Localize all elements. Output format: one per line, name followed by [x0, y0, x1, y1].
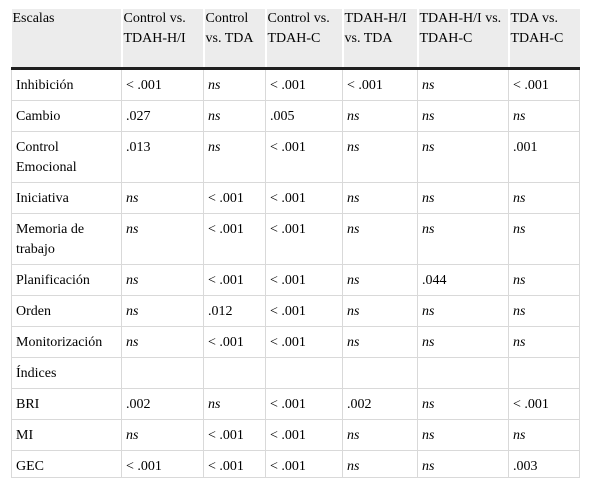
p-value-cell: ns	[343, 214, 418, 265]
p-value-cell: ns	[343, 327, 418, 358]
p-value-cell: ns	[343, 132, 418, 183]
p-value-cell: ns	[343, 183, 418, 214]
p-value-cell: .002	[122, 389, 204, 420]
p-value-cell: < .001	[122, 69, 204, 101]
table-header	[12, 9, 580, 69]
p-value-cell: < .001	[266, 69, 343, 101]
header-tdah-hi-vs-tdah-c: TDAH-H/I vs. TDAH-C	[418, 9, 509, 69]
row-label-cell: GEC	[12, 451, 122, 478]
header-tda-vs-tdah-c: TDA vs. TDAH-C	[509, 9, 580, 69]
header-control-vs-tdah-hi: Control vs. TDAH-H/I	[122, 9, 204, 69]
row-label-cell: Control Emocional	[12, 132, 122, 183]
p-value-cell: ns	[122, 183, 204, 214]
p-value-cell: ns	[418, 327, 509, 358]
p-value-cell: < .001	[266, 327, 343, 358]
p-value-cell: < .001	[266, 389, 343, 420]
p-value-cell	[509, 358, 580, 389]
p-value-cell: .002	[343, 389, 418, 420]
table-row	[12, 69, 580, 101]
row-label-cell: Cambio	[12, 101, 122, 132]
table-row	[12, 214, 580, 265]
row-label-cell: Memoria de trabajo	[12, 214, 122, 265]
comparison-table-container	[11, 9, 579, 478]
header-row	[12, 9, 580, 69]
table-row	[12, 327, 580, 358]
p-value-cell: ns	[343, 101, 418, 132]
p-value-cell: < .001	[204, 214, 266, 265]
p-value-cell: < .001	[266, 451, 343, 478]
p-value-cell: < .001	[266, 296, 343, 327]
p-value-cell: ns	[418, 183, 509, 214]
p-value-cell: ns	[418, 389, 509, 420]
p-value-cell	[418, 358, 509, 389]
p-value-cell: ns	[509, 420, 580, 451]
p-value-cell: .003	[509, 451, 580, 478]
p-value-cell: ns	[509, 183, 580, 214]
p-value-cell: < .001	[343, 69, 418, 101]
row-label-cell: Orden	[12, 296, 122, 327]
table-row	[12, 132, 580, 183]
row-label-cell: Planificación	[12, 265, 122, 296]
p-value-cell: < .001	[204, 183, 266, 214]
p-value-cell: ns	[418, 214, 509, 265]
p-value-cell: ns	[343, 451, 418, 478]
p-value-cell	[122, 358, 204, 389]
p-value-cell: ns	[418, 451, 509, 478]
p-value-cell: ns	[509, 101, 580, 132]
p-value-cell: .001	[509, 132, 580, 183]
p-value-cell: ns	[343, 296, 418, 327]
p-value-cell: .027	[122, 101, 204, 132]
p-value-cell: < .001	[266, 420, 343, 451]
p-value-cell: < .001	[266, 214, 343, 265]
row-label-cell: Iniciativa	[12, 183, 122, 214]
table-row	[12, 420, 580, 451]
p-value-cell: ns	[343, 265, 418, 296]
p-value-cell: ns	[418, 420, 509, 451]
p-value-cell: .044	[418, 265, 509, 296]
p-value-cell: .005	[266, 101, 343, 132]
table-body	[12, 69, 580, 478]
comparison-table	[11, 9, 580, 478]
p-value-cell: ns	[122, 265, 204, 296]
p-value-cell: ns	[122, 296, 204, 327]
row-label-cell: MI	[12, 420, 122, 451]
p-value-cell: ns	[509, 265, 580, 296]
table-row	[12, 265, 580, 296]
p-value-cell: ns	[418, 296, 509, 327]
p-value-cell: ns	[418, 101, 509, 132]
p-value-cell: < .001	[266, 265, 343, 296]
p-value-cell: ns	[343, 420, 418, 451]
table-row	[12, 296, 580, 327]
row-label-cell: Inhibición	[12, 69, 122, 101]
p-value-cell: .012	[204, 296, 266, 327]
table-row	[12, 389, 580, 420]
p-value-cell: ns	[418, 69, 509, 101]
p-value-cell: < .001	[204, 420, 266, 451]
p-value-cell: < .001	[204, 265, 266, 296]
p-value-cell: ns	[509, 327, 580, 358]
p-value-cell: < .001	[266, 132, 343, 183]
p-value-cell: ns	[204, 132, 266, 183]
header-control-vs-tda: Control vs. TDA	[204, 9, 266, 69]
p-value-cell: < .001	[509, 69, 580, 101]
row-label-cell: Índices	[12, 358, 122, 389]
header-tdah-hi-vs-tda: TDAH-H/I vs. TDA	[343, 9, 418, 69]
table-row	[12, 358, 580, 389]
p-value-cell: ns	[204, 101, 266, 132]
p-value-cell	[204, 358, 266, 389]
p-value-cell: .013	[122, 132, 204, 183]
p-value-cell	[266, 358, 343, 389]
p-value-cell: ns	[122, 327, 204, 358]
p-value-cell: < .001	[122, 451, 204, 478]
p-value-cell: < .001	[204, 327, 266, 358]
p-value-cell: ns	[204, 69, 266, 101]
table-row	[12, 183, 580, 214]
table-row	[12, 451, 580, 478]
p-value-cell: < .001	[266, 183, 343, 214]
p-value-cell	[343, 358, 418, 389]
p-value-cell: ns	[509, 214, 580, 265]
row-label-cell: Monitorización	[12, 327, 122, 358]
p-value-cell: ns	[204, 389, 266, 420]
header-escalas: Escalas	[12, 9, 122, 69]
row-label-cell: BRI	[12, 389, 122, 420]
p-value-cell: ns	[509, 296, 580, 327]
table-row	[12, 101, 580, 132]
p-value-cell: ns	[122, 214, 204, 265]
p-value-cell: ns	[418, 132, 509, 183]
p-value-cell: < .001	[509, 389, 580, 420]
p-value-cell: < .001	[204, 451, 266, 478]
p-value-cell: ns	[122, 420, 204, 451]
header-control-vs-tdah-c: Control vs. TDAH-C	[266, 9, 343, 69]
